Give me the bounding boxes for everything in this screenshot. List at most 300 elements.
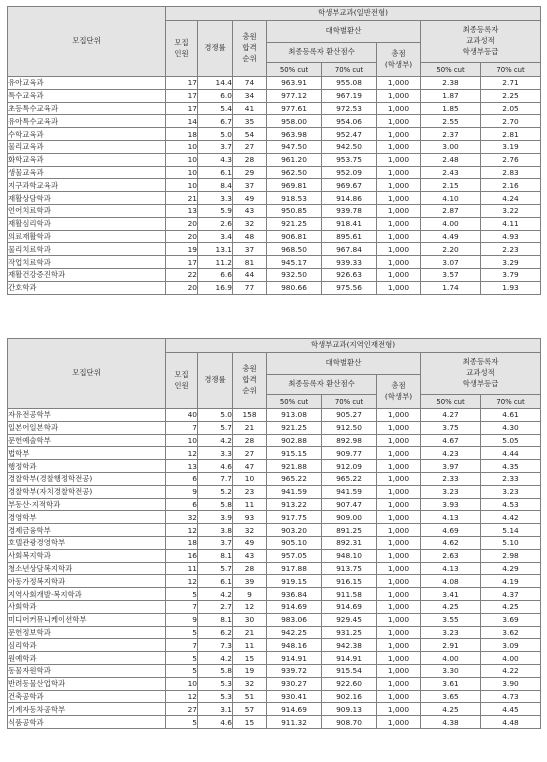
table-row <box>8 613 541 626</box>
cell-quota: 12 <box>166 690 198 703</box>
cell-cut70: 953.75 <box>322 153 377 166</box>
cell-cut50: 914.91 <box>267 652 322 665</box>
cell-total: 1,000 <box>377 204 421 217</box>
cell-unit: 유아교육과 <box>8 77 166 90</box>
table-row <box>8 639 541 652</box>
cell-unit: 미디어커뮤니케이션학부 <box>8 613 166 626</box>
cell-quota: 10 <box>166 434 198 447</box>
cell-rank: 28 <box>233 562 267 575</box>
cell-cut50: 977.12 <box>267 89 322 102</box>
cell-competition: 5.8 <box>198 498 233 511</box>
cell-quota: 17 <box>166 77 198 90</box>
table-row <box>8 472 541 485</box>
cell-grade-cut70: 5.10 <box>481 536 541 549</box>
cell-cut50: 913.22 <box>267 498 322 511</box>
cell-cut50: 932.50 <box>267 268 322 281</box>
cell-cut50: 941.59 <box>267 485 322 498</box>
cell-grade-cut50: 2.63 <box>421 549 481 562</box>
cell-unit: 경찰학부(경찰행정학전공) <box>8 472 166 485</box>
cell-grade-cut70: 2.33 <box>481 472 541 485</box>
cell-grade-cut50: 1.85 <box>421 102 481 115</box>
cell-quota: 10 <box>166 153 198 166</box>
cell-unit: 유아특수교육과 <box>8 115 166 128</box>
cell-total: 1,000 <box>377 626 421 639</box>
cell-cut70: 909.13 <box>322 703 377 716</box>
cell-grade-cut70: 2.83 <box>481 166 541 179</box>
cell-cut50: 947.50 <box>267 140 322 153</box>
table-row <box>8 434 541 447</box>
cell-rank: 9 <box>233 588 267 601</box>
header-final-score: 최종등록자 환산점수 <box>267 375 377 395</box>
cell-total: 1,000 <box>377 588 421 601</box>
cell-cut70: 918.41 <box>322 217 377 230</box>
cell-unit: 특수교육과 <box>8 89 166 102</box>
table-row <box>8 217 541 230</box>
cell-competition: 6.7 <box>198 115 233 128</box>
cell-grade-cut70: 4.24 <box>481 192 541 205</box>
table-row <box>8 588 541 601</box>
cell-unit: 문헌예술학부 <box>8 434 166 447</box>
table-row <box>8 268 541 281</box>
table-body <box>8 409 541 729</box>
cell-grade-cut50: 3.41 <box>421 588 481 601</box>
cell-cut50: 915.15 <box>267 447 322 460</box>
cell-grade-cut50: 2.48 <box>421 153 481 166</box>
cell-cut70: 929.45 <box>322 613 377 626</box>
cell-cut70: 975.56 <box>322 281 377 294</box>
cell-total: 1,000 <box>377 217 421 230</box>
cell-cut70: 913.75 <box>322 562 377 575</box>
cell-cut70: 939.33 <box>322 256 377 269</box>
cell-grade-cut50: 3.75 <box>421 421 481 434</box>
cell-cut70: 941.59 <box>322 485 377 498</box>
cell-grade-cut70: 3.23 <box>481 485 541 498</box>
table-row <box>8 204 541 217</box>
cell-competition: 3.1 <box>198 703 233 716</box>
table-row <box>8 549 541 562</box>
cell-grade-cut70: 2.70 <box>481 115 541 128</box>
cell-total: 1,000 <box>377 268 421 281</box>
cell-cut50: 914.69 <box>267 703 322 716</box>
cell-cut70: 955.08 <box>322 77 377 90</box>
cell-quota: 21 <box>166 192 198 205</box>
cell-grade-cut50: 4.49 <box>421 230 481 243</box>
header-grade-group: 최종등록자 교과성적 학생부등급 <box>421 353 541 395</box>
cell-rank: 29 <box>233 166 267 179</box>
cell-total: 1,000 <box>377 115 421 128</box>
cell-grade-cut50: 4.10 <box>421 192 481 205</box>
cell-competition: 4.6 <box>198 460 233 473</box>
cell-cut70: 892.98 <box>322 434 377 447</box>
cell-total: 1,000 <box>377 447 421 460</box>
cell-grade-cut70: 4.35 <box>481 460 541 473</box>
cell-grade-cut50: 2.38 <box>421 77 481 90</box>
table-row <box>8 600 541 613</box>
cell-cut70: 892.31 <box>322 536 377 549</box>
cell-competition: 3.3 <box>198 192 233 205</box>
table-row <box>8 89 541 102</box>
cell-grade-cut50: 2.20 <box>421 243 481 256</box>
cell-cut70: 914.91 <box>322 652 377 665</box>
cell-unit: 지구과학교육과 <box>8 179 166 192</box>
cell-grade-cut70: 4.11 <box>481 217 541 230</box>
cell-quota: 6 <box>166 472 198 485</box>
cell-competition: 3.9 <box>198 511 233 524</box>
cell-grade-cut50: 4.25 <box>421 703 481 716</box>
cell-competition: 3.3 <box>198 447 233 460</box>
cell-cut70: 952.47 <box>322 128 377 141</box>
cell-competition: 4.2 <box>198 652 233 665</box>
cell-grade-cut50: 2.91 <box>421 639 481 652</box>
cell-rank: 49 <box>233 192 267 205</box>
cell-cut70: 931.25 <box>322 626 377 639</box>
cell-cut70: 967.84 <box>322 243 377 256</box>
cell-rank: 15 <box>233 716 267 729</box>
cell-quota: 13 <box>166 204 198 217</box>
cell-quota: 10 <box>166 179 198 192</box>
cell-total: 1,000 <box>377 140 421 153</box>
cell-grade-cut70: 4.93 <box>481 230 541 243</box>
header-competition: 경쟁률 <box>198 21 233 77</box>
cell-grade-cut70: 4.42 <box>481 511 541 524</box>
cell-competition: 5.0 <box>198 128 233 141</box>
cell-total: 1,000 <box>377 511 421 524</box>
header-quota: 모집 인원 <box>166 21 198 77</box>
cell-grade-cut50: 3.23 <box>421 626 481 639</box>
header-univ-conv: 대학별환산 <box>267 353 421 375</box>
cell-total: 1,000 <box>377 128 421 141</box>
cell-rank: 15 <box>233 652 267 665</box>
cell-rank: 32 <box>233 524 267 537</box>
cell-total: 1,000 <box>377 179 421 192</box>
cell-cut50: 911.32 <box>267 716 322 729</box>
cell-grade-cut70: 4.45 <box>481 703 541 716</box>
cell-cut70: 891.25 <box>322 524 377 537</box>
cell-cut50: 983.06 <box>267 613 322 626</box>
cell-grade-cut70: 2.16 <box>481 179 541 192</box>
cell-rank: 35 <box>233 115 267 128</box>
header-grade-cut50: 50% cut <box>421 395 481 409</box>
cell-cut50: 942.25 <box>267 626 322 639</box>
table-row <box>8 409 541 422</box>
cell-grade-cut70: 2.23 <box>481 243 541 256</box>
cell-unit: 동물자원학과 <box>8 664 166 677</box>
cell-rank: 23 <box>233 485 267 498</box>
table-row <box>8 192 541 205</box>
cell-rank: 93 <box>233 511 267 524</box>
cell-total: 1,000 <box>377 409 421 422</box>
cell-grade-cut50: 4.23 <box>421 447 481 460</box>
cell-total: 1,000 <box>377 716 421 729</box>
cell-grade-cut70: 3.62 <box>481 626 541 639</box>
cell-cut70: 895.61 <box>322 230 377 243</box>
cell-cut50: 919.15 <box>267 575 322 588</box>
cell-quota: 10 <box>166 677 198 690</box>
cell-grade-cut70: 3.22 <box>481 204 541 217</box>
cell-competition: 6.1 <box>198 575 233 588</box>
cell-rank: 11 <box>233 639 267 652</box>
cell-unit: 언어치료학과 <box>8 204 166 217</box>
cell-grade-cut70: 4.53 <box>481 498 541 511</box>
table-row <box>8 690 541 703</box>
cell-rank: 47 <box>233 460 267 473</box>
cell-grade-cut50: 4.13 <box>421 562 481 575</box>
cell-quota: 9 <box>166 613 198 626</box>
cell-grade-cut70: 4.44 <box>481 447 541 460</box>
table-row <box>8 652 541 665</box>
cell-cut50: 921.88 <box>267 460 322 473</box>
cell-total: 1,000 <box>377 421 421 434</box>
cell-competition: 13.1 <box>198 243 233 256</box>
cell-competition: 5.4 <box>198 102 233 115</box>
cell-unit: 원예학과 <box>8 652 166 665</box>
cell-total: 1,000 <box>377 102 421 115</box>
table-row <box>8 703 541 716</box>
cell-rank: 41 <box>233 102 267 115</box>
table-row <box>8 447 541 460</box>
cell-competition: 4.2 <box>198 434 233 447</box>
cell-competition: 4.6 <box>198 716 233 729</box>
cell-unit: 사회복지학과 <box>8 549 166 562</box>
cell-cut50: 963.98 <box>267 128 322 141</box>
cell-cut70: 902.16 <box>322 690 377 703</box>
cell-quota: 13 <box>166 460 198 473</box>
cell-cut50: 948.16 <box>267 639 322 652</box>
cell-unit: 부동산·지적학과 <box>8 498 166 511</box>
cell-quota: 11 <box>166 562 198 575</box>
cell-grade-cut50: 3.61 <box>421 677 481 690</box>
cell-unit: 법학부 <box>8 447 166 460</box>
cell-unit: 경영학부 <box>8 511 166 524</box>
cell-unit: 물리치료학과 <box>8 243 166 256</box>
cell-grade-cut70: 4.30 <box>481 421 541 434</box>
cell-cut70: 942.50 <box>322 140 377 153</box>
cell-unit: 반려동물산업학과 <box>8 677 166 690</box>
cell-quota: 5 <box>166 716 198 729</box>
table-row <box>8 115 541 128</box>
cell-rank: 54 <box>233 128 267 141</box>
cell-cut50: 977.61 <box>267 102 322 115</box>
table-row <box>8 128 541 141</box>
cell-grade-cut70: 3.79 <box>481 268 541 281</box>
cell-competition: 16.9 <box>198 281 233 294</box>
cell-cut70: 916.15 <box>322 575 377 588</box>
cell-cut70: 914.69 <box>322 600 377 613</box>
cell-cut50: 936.84 <box>267 588 322 601</box>
cell-total: 1,000 <box>377 524 421 537</box>
cell-unit: 간호학과 <box>8 281 166 294</box>
cell-rank: 158 <box>233 409 267 422</box>
cell-quota: 17 <box>166 256 198 269</box>
header-rank: 충원 합격 순위 <box>233 353 267 409</box>
table-row <box>8 485 541 498</box>
cell-competition: 4.2 <box>198 588 233 601</box>
cell-cut50: 980.66 <box>267 281 322 294</box>
cell-grade-cut70: 4.61 <box>481 409 541 422</box>
cell-cut50: 917.88 <box>267 562 322 575</box>
table-row <box>8 243 541 256</box>
table-row <box>8 77 541 90</box>
cell-unit: 기계자동차공학부 <box>8 703 166 716</box>
cell-grade-cut70: 2.76 <box>481 153 541 166</box>
cell-cut50: 902.88 <box>267 434 322 447</box>
cell-grade-cut70: 5.05 <box>481 434 541 447</box>
cell-rank: 11 <box>233 498 267 511</box>
cell-cut50: 914.69 <box>267 600 322 613</box>
cell-cut50: 917.75 <box>267 511 322 524</box>
cell-cut70: 926.63 <box>322 268 377 281</box>
header-final-score: 최종등록자 환산점수 <box>267 43 377 63</box>
header-cut70: 70% cut <box>322 63 377 77</box>
cell-unit: 재활심리학과 <box>8 217 166 230</box>
cell-rank: 74 <box>233 77 267 90</box>
cell-quota: 40 <box>166 409 198 422</box>
cell-total: 1,000 <box>377 472 421 485</box>
cell-grade-cut50: 4.13 <box>421 511 481 524</box>
table-row <box>8 140 541 153</box>
cell-total: 1,000 <box>377 664 421 677</box>
cell-cut70: 907.47 <box>322 498 377 511</box>
cell-total: 1,000 <box>377 485 421 498</box>
cell-total: 1,000 <box>377 639 421 652</box>
cell-quota: 7 <box>166 639 198 652</box>
cell-competition: 7.3 <box>198 639 233 652</box>
cell-competition: 6.0 <box>198 89 233 102</box>
cell-grade-cut50: 2.37 <box>421 128 481 141</box>
cell-cut70: 942.38 <box>322 639 377 652</box>
cell-cut70: 922.60 <box>322 677 377 690</box>
cell-cut50: 906.81 <box>267 230 322 243</box>
cell-unit: 심리학과 <box>8 639 166 652</box>
cell-cut50: 921.25 <box>267 217 322 230</box>
table-row <box>8 281 541 294</box>
cell-competition: 5.7 <box>198 421 233 434</box>
header-grade-cut70: 70% cut <box>481 395 541 409</box>
cell-cut70: 905.27 <box>322 409 377 422</box>
cell-total: 1,000 <box>377 89 421 102</box>
cell-rank: 21 <box>233 626 267 639</box>
cell-quota: 6 <box>166 498 198 511</box>
table-row <box>8 562 541 575</box>
header-unit: 모집단위 <box>8 339 166 409</box>
cell-quota: 10 <box>166 140 198 153</box>
cell-total: 1,000 <box>377 600 421 613</box>
cell-cut70: 909.00 <box>322 511 377 524</box>
cell-grade-cut50: 4.25 <box>421 600 481 613</box>
cell-grade-cut70: 2.25 <box>481 89 541 102</box>
cell-total: 1,000 <box>377 536 421 549</box>
cell-grade-cut70: 2.05 <box>481 102 541 115</box>
header-unit: 모집단위 <box>8 7 166 77</box>
cell-competition: 5.8 <box>198 664 233 677</box>
cell-unit: 재활건강증진학과 <box>8 268 166 281</box>
table-row <box>8 511 541 524</box>
cell-cut70: 972.53 <box>322 102 377 115</box>
cell-quota: 17 <box>166 102 198 115</box>
cell-grade-cut50: 3.65 <box>421 690 481 703</box>
cell-rank: 39 <box>233 575 267 588</box>
cell-grade-cut50: 3.00 <box>421 140 481 153</box>
cell-cut50: 968.50 <box>267 243 322 256</box>
table-row <box>8 626 541 639</box>
cell-rank: 43 <box>233 549 267 562</box>
cell-grade-cut50: 2.87 <box>421 204 481 217</box>
cell-quota: 27 <box>166 703 198 716</box>
cell-cut50: 969.81 <box>267 179 322 192</box>
cell-cut50: 930.27 <box>267 677 322 690</box>
cell-unit: 재활상담학과 <box>8 192 166 205</box>
cell-quota: 12 <box>166 524 198 537</box>
cell-unit: 행정학과 <box>8 460 166 473</box>
cell-unit: 화학교육과 <box>8 153 166 166</box>
cell-unit: 일본어일본학과 <box>8 421 166 434</box>
cell-total: 1,000 <box>377 613 421 626</box>
cell-grade-cut70: 4.00 <box>481 652 541 665</box>
header-total: 총점 (학생부) <box>377 43 421 77</box>
cell-cut70: 948.10 <box>322 549 377 562</box>
cell-competition: 5.0 <box>198 409 233 422</box>
cell-rank: 77 <box>233 281 267 294</box>
cell-grade-cut50: 4.27 <box>421 409 481 422</box>
cell-grade-cut50: 2.33 <box>421 472 481 485</box>
cell-unit: 물리교육과 <box>8 140 166 153</box>
cell-quota: 17 <box>166 89 198 102</box>
cell-total: 1,000 <box>377 243 421 256</box>
cell-total: 1,000 <box>377 549 421 562</box>
cell-total: 1,000 <box>377 281 421 294</box>
cell-competition: 3.7 <box>198 536 233 549</box>
cell-grade-cut70: 3.90 <box>481 677 541 690</box>
cell-cut50: 962.50 <box>267 166 322 179</box>
cell-rank: 21 <box>233 421 267 434</box>
cell-unit: 자유전공학부 <box>8 409 166 422</box>
cell-total: 1,000 <box>377 166 421 179</box>
cell-total: 1,000 <box>377 77 421 90</box>
cell-unit: 사회학과 <box>8 600 166 613</box>
header-grade-cut50: 50% cut <box>421 63 481 77</box>
cell-quota: 7 <box>166 421 198 434</box>
cell-rank: 48 <box>233 230 267 243</box>
table-row <box>8 102 541 115</box>
cell-cut50: 918.53 <box>267 192 322 205</box>
table-body <box>8 77 541 295</box>
cell-grade-cut50: 3.07 <box>421 256 481 269</box>
cell-unit: 아동가정복지학과 <box>8 575 166 588</box>
table-row <box>8 664 541 677</box>
table-row <box>8 230 541 243</box>
cell-grade-cut70: 3.19 <box>481 140 541 153</box>
cell-quota: 20 <box>166 230 198 243</box>
cell-competition: 14.4 <box>198 77 233 90</box>
cell-quota: 7 <box>166 600 198 613</box>
cell-grade-cut50: 3.93 <box>421 498 481 511</box>
cell-quota: 20 <box>166 217 198 230</box>
cell-grade-cut70: 3.09 <box>481 639 541 652</box>
cell-competition: 5.3 <box>198 677 233 690</box>
cell-unit: 의료재활학과 <box>8 230 166 243</box>
table-title: 학생부교과(지역인재전형) <box>166 339 541 353</box>
cell-grade-cut70: 4.29 <box>481 562 541 575</box>
cell-grade-cut70: 4.19 <box>481 575 541 588</box>
cell-total: 1,000 <box>377 256 421 269</box>
cell-grade-cut50: 4.00 <box>421 652 481 665</box>
cell-grade-cut70: 3.29 <box>481 256 541 269</box>
table-row <box>8 716 541 729</box>
cell-grade-cut70: 4.25 <box>481 600 541 613</box>
cell-competition: 5.2 <box>198 485 233 498</box>
cell-rank: 12 <box>233 600 267 613</box>
cell-grade-cut50: 3.30 <box>421 664 481 677</box>
